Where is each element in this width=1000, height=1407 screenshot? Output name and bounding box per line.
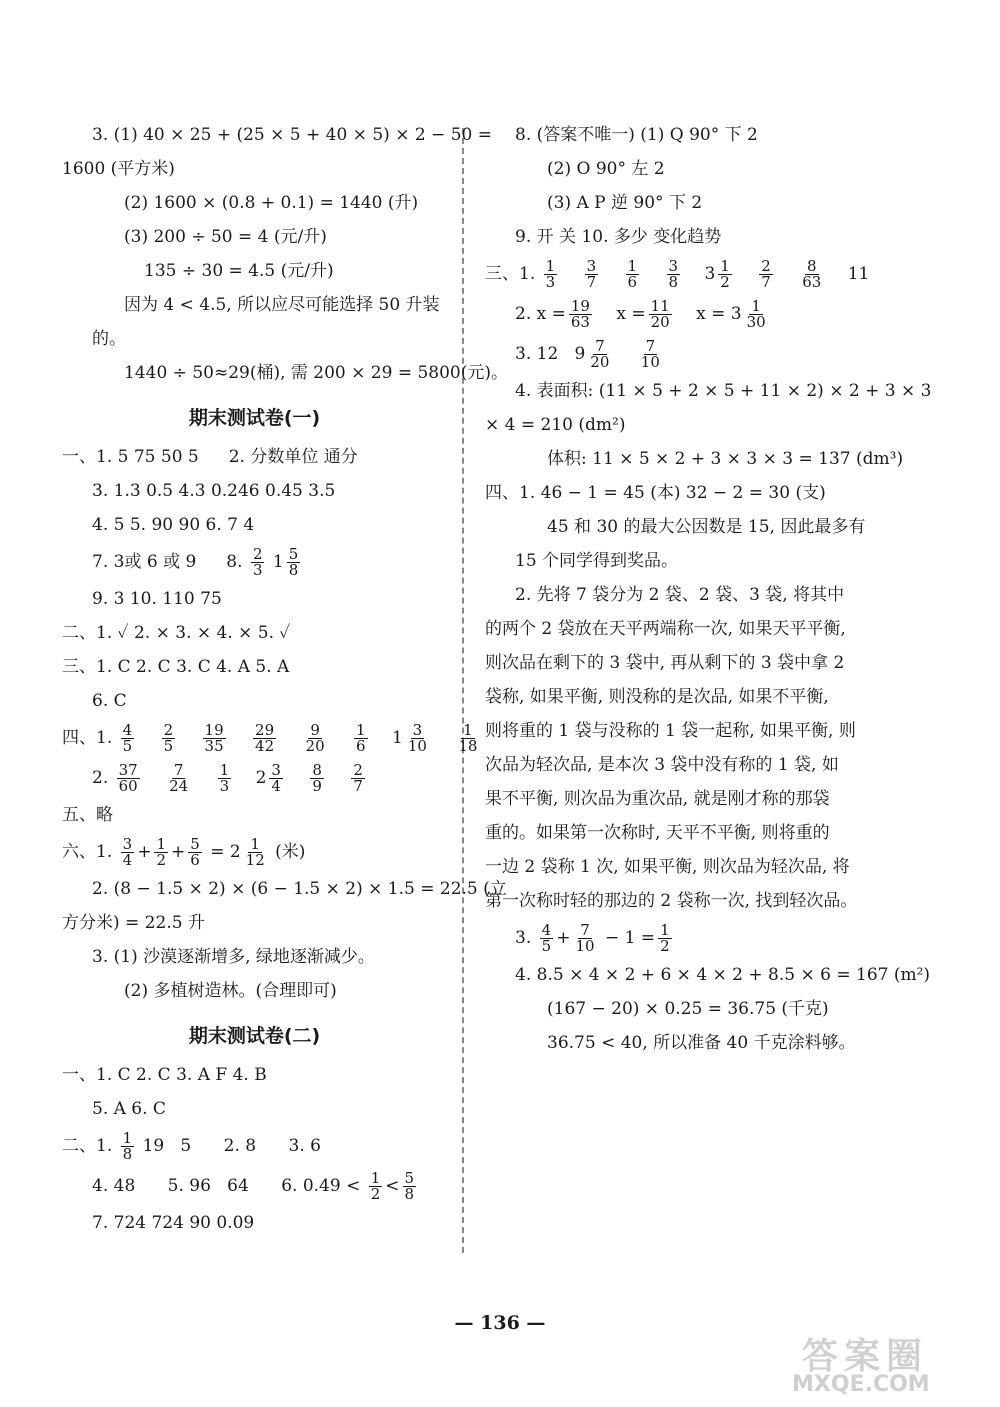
watermark-logo (762, 1328, 994, 1398)
answer-line: 45 和 30 的最大公因数是 15, 因此最多有 (547, 517, 866, 537)
answer-line: 方分米) = 22.5 升 (62, 913, 205, 933)
answer-text: − 1 = (604, 928, 656, 948)
fraction: $\frac{5}{8}$ (404, 1169, 415, 1203)
answer-line: (2) 多植树造林。(合理即可) (124, 981, 337, 1001)
answer-line: 2. (8 − 1.5 × 2) × (6 − 1.5 × 2) × 1.5 = 22.5 (立 (92, 879, 507, 899)
fraction: $\frac{1}{12}$ (245, 835, 265, 869)
fraction: $\frac{7}{24}$ (169, 761, 189, 795)
fraction: $\frac{9}{20}$ (305, 721, 325, 755)
fraction: $\frac{2}{7}$ (761, 257, 771, 291)
fraction: $\frac{5}{6}$ (190, 835, 200, 869)
answer-text: 四、1. (62, 728, 113, 748)
answer-line: 一、1. C 2. C 3. A F 4. B (62, 1065, 267, 1085)
answer-line: (167 − 20) × 0.25 = 36.75 (千克) (547, 999, 829, 1019)
answer-text: 2. 分数单位 通分 (228, 447, 358, 467)
answer-text: 8. (226, 552, 243, 572)
fraction: $\frac{7}{20}$ (590, 337, 610, 371)
answer-line: 135 ÷ 30 = 4.5 (元/升) (144, 261, 334, 281)
answer-line: 5. A 6. C (92, 1099, 166, 1119)
answer-line: × 4 = 210 (dm²) (485, 415, 626, 435)
answer-line: 3. $\frac{4}{5}$ + $\frac{7}{10}$ − 1 = $\frac{1}{2}$ (515, 921, 670, 955)
answer-line: 3. 1.3 0.5 4.3 0.246 0.45 3.5 (92, 481, 336, 501)
fraction: $\frac{1}{18}$ (458, 721, 478, 755)
fraction: $\frac{3}{7}$ (586, 257, 597, 291)
fraction: $\frac{29}{42}$ (255, 721, 275, 755)
answer-line: 9. 开 关 10. 多少 变化趋势 (515, 227, 722, 247)
answer-line: 三、1. C 2. C 3. C 4. A 5. A (62, 657, 290, 677)
answer-text: x = (616, 304, 646, 324)
answer-line: 4. 表面积: (11 × 5 + 2 × 5 + 11 × 2) × 2 + 3 × 3 (515, 381, 932, 401)
answer-line (62, 718, 478, 758)
answer-line: 8. (答案不唯一) (1) Q 90° 下 2 (515, 125, 758, 145)
answer-line (485, 334, 885, 374)
answer-line: 第一次称时轻的那边的 2 袋称一次, 找到轻次品。 (485, 891, 858, 911)
answer-line (62, 758, 447, 798)
fraction: $\frac{8}{63}$ (802, 257, 822, 291)
right-column (485, 118, 932, 1060)
answer-line: 重的。如果第一次称时, 天平不平衡, 则将重的 (485, 823, 830, 843)
watermark-title: 答案圈 (802, 1336, 929, 1377)
answer-line: 6. C (92, 691, 127, 711)
fraction: $\frac{8}{9}$ (312, 761, 322, 795)
answer-line: (3) 200 ÷ 50 = 4 (元/升) (124, 227, 327, 247)
fraction: $\frac{1}{3}$ (545, 257, 556, 291)
answer-text: 3. (515, 928, 532, 948)
fraction: $\frac{3}{4}$ (271, 761, 281, 795)
answer-text: 2. x = (515, 304, 566, 324)
fraction: $\frac{4}{5}$ (541, 921, 552, 955)
answer-line (485, 254, 885, 294)
fraction: $\frac{19}{35}$ (204, 721, 224, 755)
answer-text: 4. 48 5. 96 64 6. 0.49 < (92, 1176, 361, 1196)
fraction: $\frac{2}{7}$ (353, 761, 363, 795)
left-column (62, 118, 509, 1240)
answer-line: 的。 (92, 329, 126, 349)
mixed-whole: 1 (272, 552, 284, 572)
fraction: $\frac{3}{8}$ (668, 257, 679, 291)
answer-line (485, 294, 885, 334)
answer-line: 1600 (平方米) (62, 159, 175, 179)
watermark-url: MXQE.COM (792, 1372, 930, 1397)
fraction: $\frac{2}{5}$ (163, 721, 174, 755)
answer-line: 四、1. 46 − 1 = 45 (本) 32 − 2 = 30 (支) (485, 483, 826, 503)
answer-line: 次品为轻次品, 是本次 3 袋中没有称的 1 袋, 如 (485, 755, 839, 775)
fraction: $\frac{3}{10}$ (407, 721, 427, 755)
answer-line: 1440 ÷ 50≈29(桶), 需 200 × 29 = 5800(元)。 (124, 363, 509, 383)
answer-text: 六、1. (62, 842, 113, 862)
page-number: — 136 — (454, 1312, 546, 1334)
mixed-whole: 3 (704, 264, 716, 284)
answer-line (62, 542, 447, 582)
fraction: $\frac{7}{10}$ (640, 337, 660, 371)
answer-text: 2. (92, 768, 109, 788)
fraction: $\frac{1}{3}$ (219, 761, 230, 795)
fraction: $\frac{3}{4}$ (122, 835, 133, 869)
fraction: $\frac{37}{60}$ (118, 761, 138, 795)
answer-text: = 2 (210, 842, 241, 862)
fraction: $\frac{1}{6}$ (356, 721, 366, 755)
answer-line: 4. 5 5. 90 90 6. 7 4 (92, 515, 255, 535)
answer-line: 36.75 < 40, 所以准备 40 千克涂料够。 (547, 1033, 856, 1053)
fraction: $\frac{19}{63}$ (570, 297, 590, 331)
answer-line: 果不平衡, 则次品为重次品, 就是刚才称的那袋 (485, 789, 830, 809)
answer-line: 袋称, 如果平衡, 则没称的是次品, 如果不平衡, (485, 687, 829, 707)
answer-line (62, 1126, 447, 1166)
section-title: 期末测试卷(一) (188, 407, 321, 429)
mixed-whole: 1 (392, 728, 403, 748)
fraction: $\frac{1}{2}$ (370, 1169, 381, 1203)
answer-text: 11 (847, 264, 870, 284)
answer-line: 的两个 2 袋放在天平两端称一次, 如果天平平衡, (485, 619, 846, 639)
answer-line: 六、1. $\frac{3}{4}$ + $\frac{1}{2}$ + $\frac{5}{6}$ = 2 $\frac{1}{12}$ (米) (62, 835, 306, 869)
fraction: $\frac{1}{2}$ (720, 257, 730, 291)
answer-line: (2) O 90° 左 2 (547, 159, 665, 179)
answer-line: (2) 1600 × (0.8 + 0.1) = 1440 (升) (124, 193, 419, 213)
answer-line: 9. 3 10. 110 75 (92, 589, 222, 609)
answer-line: 4. 48 5. 96 64 6. 0.49 < $\frac{1}{2}$ < $\frac{5}{8}$ (92, 1169, 415, 1203)
answer-line: 7. 724 724 90 0.09 (92, 1213, 255, 1233)
answer-line: 2. 先将 7 袋分为 2 袋、2 袋、3 袋, 将其中 (515, 585, 845, 605)
answer-line: 二、1. ✓ 2. × 3. × 4. × 5. ✓ (62, 623, 291, 643)
answer-line: (3) A P 逆 90° 下 2 (547, 193, 703, 213)
answer-line: 3. (1) 沙漠逐渐增多, 绿地逐渐减少。 (92, 947, 375, 967)
answer-line: 15 个同学得到奖品。 (515, 551, 679, 571)
fraction: $\frac{1}{2}$ (660, 921, 670, 955)
answer-line: 则将重的 1 袋与没称的 1 袋一起称, 如果平衡, 则 (485, 721, 856, 741)
answer-text: 一、1. 5 75 50 5 (62, 447, 199, 467)
fraction: $\frac{1}{8}$ (122, 1129, 133, 1163)
answer-line: 一边 2 袋称 1 次, 如果平衡, 则次品为轻次品, 将 (485, 857, 850, 877)
answer-text: x = 3 (696, 304, 742, 324)
fraction: $\frac{4}{5}$ (122, 721, 133, 755)
fraction: $\frac{2}{3}$ (252, 545, 263, 579)
answer-text: 3. 12 9 (515, 344, 586, 364)
answer-text: 19 5 2. 8 3. 6 (142, 1136, 321, 1156)
fraction: $\frac{11}{20}$ (650, 297, 670, 331)
answer-line: 3. (1) 40 × 25 + (25 × 5 + 40 × 5) × 2 − 50 = (92, 125, 492, 145)
fraction: $\frac{1}{2}$ (156, 835, 166, 869)
answer-text: 7. 3或 6 或 9 (92, 552, 197, 572)
answer-line: 五、略 (62, 805, 113, 825)
answer-text: 三、1. (485, 264, 536, 284)
section-title: 期末测试卷(二) (188, 1025, 321, 1047)
fraction: $\frac{5}{8}$ (288, 545, 299, 579)
answer-line: 4. 8.5 × 4 × 2 + 6 × 4 × 2 + 8.5 × 6 = 167 (m²) (515, 965, 931, 985)
fraction: $\frac{1}{6}$ (627, 257, 638, 291)
column-divider (462, 128, 464, 1253)
answer-line: 因为 4 < 4.5, 所以应尽可能选择 50 升装 (124, 295, 440, 315)
answer-text: 二、1. (62, 1136, 113, 1156)
answer-line: 则次品在剩下的 3 袋中, 再从剩下的 3 袋中拿 2 (485, 653, 845, 673)
answer-line (62, 440, 447, 474)
mixed-whole: 2 (255, 768, 267, 788)
answer-text: (米) (275, 842, 306, 862)
fraction: $\frac{1}{30}$ (746, 297, 766, 331)
fraction: $\frac{7}{10}$ (575, 921, 595, 955)
answer-line: 体积: 11 × 5 × 2 + 3 × 3 × 3 = 137 (dm³) (547, 449, 904, 469)
